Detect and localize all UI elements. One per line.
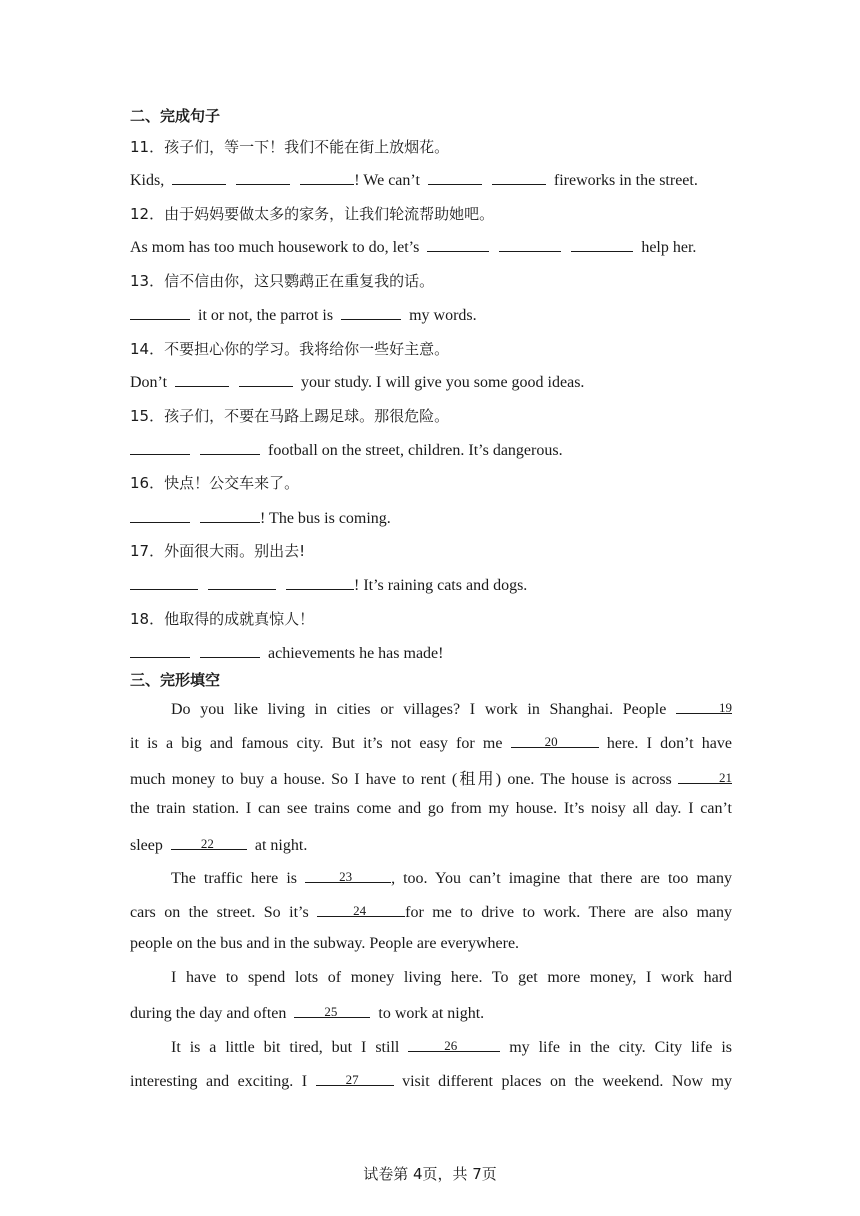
question-11-en	[130, 169, 698, 190]
answer-blank[interactable]	[200, 507, 260, 523]
answer-blank[interactable]	[286, 574, 354, 590]
q12-text: help her.	[641, 239, 697, 256]
cloze-blank-19[interactable]: 19	[676, 698, 732, 714]
q11-text: ! We can’t	[354, 172, 420, 189]
q11-text: Kids,	[130, 172, 165, 189]
question-13-cn: 13．信不信由你，这只鹦鹉正在重复我的话。	[130, 272, 435, 290]
cloze-blank-21[interactable]: 21	[678, 768, 732, 784]
cloze-line: Do you like living in cities or villages? I work in Shanghai. People 19	[171, 700, 733, 718]
cloze-blank-26[interactable]: 26	[408, 1036, 500, 1052]
answer-blank[interactable]	[172, 169, 226, 185]
cloze-blank-20[interactable]: 20	[511, 732, 599, 748]
cloze-line: sleep 22 at night.	[130, 836, 308, 854]
question-14-en	[130, 371, 584, 392]
answer-blank[interactable]	[571, 236, 633, 252]
answer-blank[interactable]	[200, 642, 260, 658]
question-17-cn: 17．外面很大雨。别出去!	[130, 542, 306, 560]
q18-text: achievements he has made!	[268, 645, 444, 662]
q13-text: my words.	[409, 307, 477, 324]
question-11-cn: 11．孩子们，等一下！我们不能在街上放烟花。	[130, 138, 450, 156]
question-15-cn: 15．孩子们，不要在马路上踢足球。那很危险。	[130, 407, 450, 425]
cloze-blank-27[interactable]: 27	[316, 1070, 394, 1086]
answer-blank[interactable]	[492, 169, 546, 185]
q14-text: Don’t	[130, 374, 168, 391]
question-18-en	[130, 642, 443, 663]
answer-blank[interactable]	[239, 371, 293, 387]
answer-blank[interactable]	[428, 169, 482, 185]
page-footer: 试卷第 4页，共 7页	[363, 1165, 497, 1183]
q11-text: fireworks in the street.	[553, 172, 698, 189]
question-18-cn: 18．他取得的成就真惊人！	[130, 610, 315, 628]
cloze-line: It is a little bit tired, but I still 26 my life in the city. City life is	[171, 1038, 733, 1056]
q15-text: football on the street, children. It’s dangerous.	[268, 442, 563, 459]
answer-blank[interactable]	[130, 642, 190, 658]
cloze-line: it is a big and famous city. But it’s not easy for me 20 here. I don’t have	[130, 734, 733, 752]
answer-blank[interactable]	[175, 371, 229, 387]
answer-blank[interactable]	[200, 439, 260, 455]
answer-blank[interactable]	[236, 169, 290, 185]
answer-blank[interactable]	[300, 169, 354, 185]
question-13-en	[130, 304, 477, 325]
cloze-line: cars on the street. So it’s 24 for me to drive to work. There are also many	[130, 903, 733, 921]
cloze-blank-25[interactable]: 25	[294, 1002, 370, 1018]
cloze-blank-24[interactable]: 24	[317, 901, 405, 917]
cloze-line: the train station. I can see trains come and go from my house. It’s noisy all day. I can’t	[130, 800, 732, 817]
answer-blank[interactable]	[427, 236, 489, 252]
section-2-title: 二、完成句子	[130, 107, 221, 125]
cloze-blank-23[interactable]: 23	[305, 867, 391, 883]
cloze-line: interesting and exciting. I 27 visit different places on the weekend. Now my	[130, 1072, 732, 1090]
q12-text: As mom has too much housework to do, let’s	[130, 239, 420, 256]
question-16-en	[130, 507, 391, 528]
answer-blank[interactable]	[499, 236, 561, 252]
q17-text: ! It’s raining cats and dogs.	[354, 577, 528, 594]
q14-text: your study. I will give you some good ideas.	[301, 374, 585, 391]
q16-text: ! The bus is coming.	[260, 510, 391, 527]
cloze-line: I have to spend lots of money living here. To get more money, I work hard	[171, 969, 732, 986]
question-14-cn: 14．不要担心你的学习。我将给你一些好主意。	[130, 340, 450, 358]
question-12-en	[130, 236, 696, 257]
answer-blank[interactable]	[130, 439, 190, 455]
cloze-line: people on the bus and in the subway. People are everywhere.	[130, 935, 520, 952]
section-3-title: 三、完形填空	[130, 671, 221, 689]
question-16-cn: 16．快点！公交车来了。	[130, 474, 300, 492]
q13-text: it or not, the parrot is	[198, 307, 334, 324]
cloze-line: during the day and often 25 to work at night.	[130, 1004, 485, 1022]
cloze-line: much money to buy a house. So I have to rent (租用) one. The house is across 21	[130, 770, 732, 788]
answer-blank[interactable]	[130, 507, 190, 523]
question-15-en	[130, 439, 563, 460]
answer-blank[interactable]	[130, 304, 190, 320]
answer-blank[interactable]	[341, 304, 401, 320]
cloze-blank-22[interactable]: 22	[171, 834, 247, 850]
question-17-en	[130, 574, 527, 595]
question-12-cn: 12．由于妈妈要做太多的家务，让我们轮流帮助她吧。	[130, 205, 495, 223]
answer-blank[interactable]	[208, 574, 276, 590]
cloze-line: The traffic here is 23 , too. You can’t imagine that there are too many	[171, 869, 732, 887]
answer-blank[interactable]	[130, 574, 198, 590]
